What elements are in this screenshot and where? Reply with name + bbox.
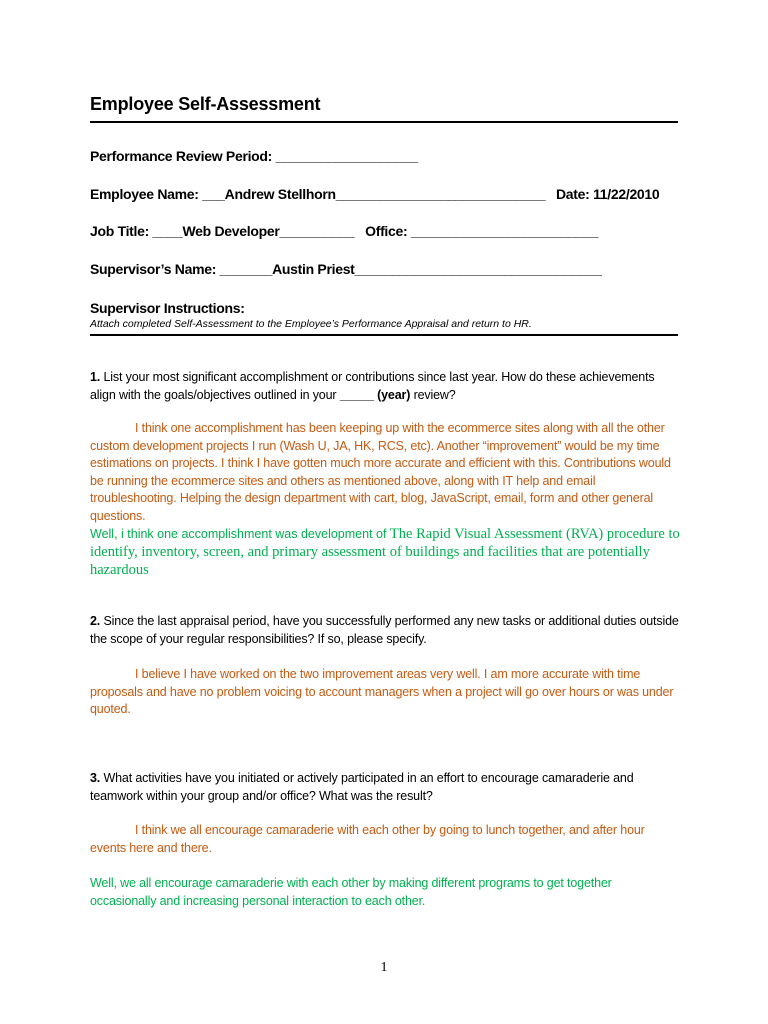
answer-text: I think one accomplishment has been keeping up with the ecommerce sites along with all the other custom development projects I run (Wash U, JA, HK, RCS, etc). Another “improvement” would be my time estimations on projects. I think I have gotten much more accurate and efficient with this. Contributions would be running the ecommerce sites and others as mentioned above, along with IT help and email troubleshooting. Helping the design department with cart, blog, JavaScript, email, form and other general questions. <box>90 421 671 523</box>
instructions-divider <box>90 334 678 336</box>
question-number: 2. <box>90 614 101 628</box>
answer-3 <box>90 822 680 857</box>
added-answer-1 <box>90 525 680 579</box>
answer-text: I believe I have worked on the two improvement areas very well. I am more accurate with time proposals and have no problem voicing to account managers when a project will go over hours or was under quoted. <box>90 667 674 716</box>
answer-2 <box>90 666 680 719</box>
question-2 <box>90 613 680 648</box>
supervisor-instructions-heading: Supervisor Instructions: <box>90 300 245 316</box>
title-divider <box>90 121 678 123</box>
question-text: What activities have you initiated or actively participated in an effort to encourage camaraderie and teamwork within your group and/or office? What was the result? <box>90 771 634 803</box>
review-period-field: Performance Review Period: ___________________ <box>90 148 418 164</box>
date-field: Date: 11/22/2010 <box>556 186 660 202</box>
added-answer-text: The Rapid Visual Assessment (RVA) procedure to identify, inventory, screen, and primary assessment of buildings and facilities that are potentially hazardous <box>90 526 680 578</box>
question-3 <box>90 770 680 805</box>
supervisor-name-field: Supervisor’s Name: _______Austin Priest_________________________________ <box>90 261 602 277</box>
question-1 <box>90 369 680 404</box>
question-number: 1. <box>90 370 101 384</box>
question-number: 3. <box>90 771 101 785</box>
question-bold-word: (year) <box>377 387 411 402</box>
answer-text: I think we all encourage camaraderie with each other by going to lunch together, and after hour events here and there. <box>90 823 645 855</box>
page-number: 1 <box>380 960 388 975</box>
question-text: Since the last appraisal period, have you successfully performed any new tasks or additional duties outside the scope of your regular responsibilities? If so, please specify. <box>90 614 679 646</box>
supervisor-instructions-note: Attach completed Self-Assessment to the Employee’s Performance Appraisal and return to HR. <box>90 318 532 330</box>
added-answer-prefix: Well, i think one accomplishment was development of <box>90 527 390 541</box>
question-blank: _____ <box>339 387 374 402</box>
question-text-end: review? <box>410 387 456 402</box>
added-answer-3: Well, we all encourage camaraderie with each other by making different programs to get together occasionally and increasing personal interaction to each other. <box>90 876 612 908</box>
employee-name-field: Employee Name: ___Andrew Stellhorn____________________________ <box>90 186 546 202</box>
job-title-office-field: Job Title: ____Web Developer__________ Office: _________________________ <box>90 223 599 239</box>
page-title: Employee Self-Assessment <box>90 94 321 114</box>
answer-1 <box>90 420 680 525</box>
question-text: List your most significant accomplishment or contributions since last year. How do these achievements align with the goals/objectives outlined in your <box>90 370 655 402</box>
